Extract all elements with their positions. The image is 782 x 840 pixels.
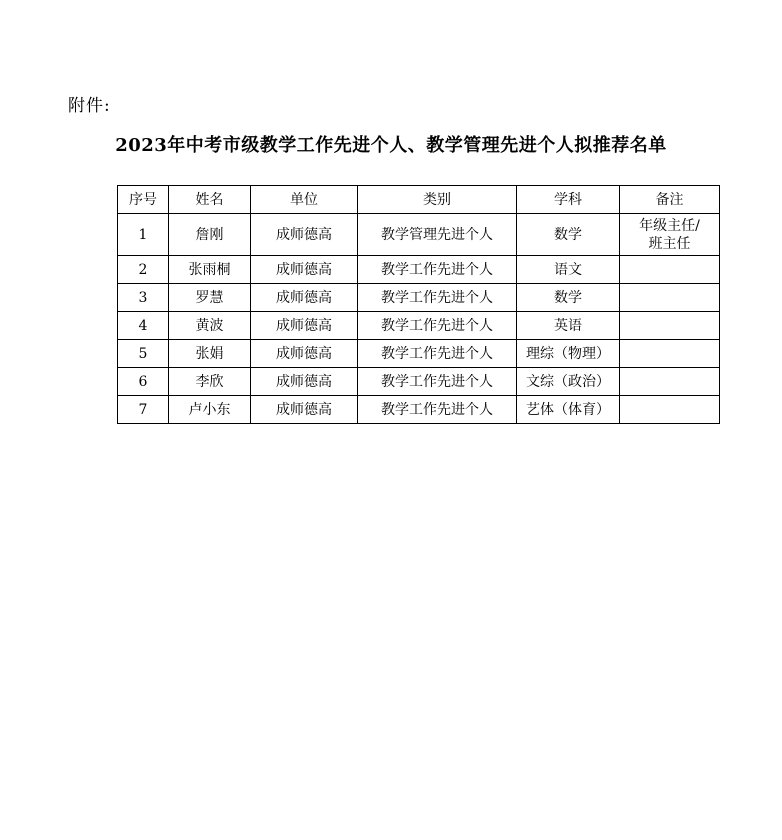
table-row — [118, 256, 720, 284]
cell-category: 教学工作先进个人 — [358, 368, 517, 396]
cell-unit: 成师德高 — [251, 256, 358, 284]
cell-subject: 艺体（体育） — [517, 396, 620, 424]
cell-subject: 英语 — [517, 312, 620, 340]
table-row — [118, 368, 720, 396]
cell-note — [620, 312, 720, 340]
cell-note — [620, 340, 720, 368]
cell-no: 1 — [118, 214, 169, 256]
table-row — [118, 340, 720, 368]
cell-subject: 语文 — [517, 256, 620, 284]
cell-name: 詹刚 — [169, 214, 251, 256]
cell-category: 教学工作先进个人 — [358, 284, 517, 312]
header-category: 类别 — [358, 186, 517, 214]
cell-name: 罗慧 — [169, 284, 251, 312]
note-line-2: 班主任 — [648, 235, 691, 252]
cell-subject: 理综（物理） — [517, 340, 620, 368]
cell-category: 教学工作先进个人 — [358, 312, 517, 340]
cell-name: 黄波 — [169, 312, 251, 340]
header-note: 备注 — [620, 186, 720, 214]
header-subject: 学科 — [517, 186, 620, 214]
cell-no: 2 — [118, 256, 169, 284]
table-row — [118, 312, 720, 340]
cell-unit: 成师德高 — [251, 284, 358, 312]
cell-no: 7 — [118, 396, 169, 424]
cell-no: 3 — [118, 284, 169, 312]
attachment-label: 附件: — [68, 96, 111, 116]
cell-no: 5 — [118, 340, 169, 368]
cell-category: 教学工作先进个人 — [358, 396, 517, 424]
cell-name: 张娟 — [169, 340, 251, 368]
header-name: 姓名 — [169, 186, 251, 214]
cell-name: 张雨桐 — [169, 256, 251, 284]
table-row — [118, 214, 720, 256]
cell-note — [620, 214, 720, 256]
cell-category: 教学工作先进个人 — [358, 340, 517, 368]
table-row — [118, 284, 720, 312]
cell-no: 6 — [118, 368, 169, 396]
cell-subject: 数学 — [517, 284, 620, 312]
cell-subject: 文综（政治） — [517, 368, 620, 396]
table-row — [118, 396, 720, 424]
cell-unit: 成师德高 — [251, 368, 358, 396]
cell-name: 李欣 — [169, 368, 251, 396]
document-title: 2023年中考市级教学工作先进个人、教学管理先进个人拟推荐名单 — [115, 135, 667, 156]
cell-unit: 成师德高 — [251, 396, 358, 424]
nominee-table — [117, 185, 720, 424]
cell-category: 教学工作先进个人 — [358, 256, 517, 284]
cell-note — [620, 396, 720, 424]
cell-name: 卢小东 — [169, 396, 251, 424]
header-no: 序号 — [118, 186, 169, 214]
cell-subject: 数学 — [517, 214, 620, 256]
cell-note — [620, 368, 720, 396]
note-line-1: 年级主任/ — [639, 217, 700, 234]
cell-unit: 成师德高 — [251, 214, 358, 256]
cell-note — [620, 284, 720, 312]
cell-category: 教学管理先进个人 — [358, 214, 517, 256]
table-header-row — [118, 186, 720, 214]
header-unit: 单位 — [251, 186, 358, 214]
cell-no: 4 — [118, 312, 169, 340]
cell-note — [620, 256, 720, 284]
cell-unit: 成师德高 — [251, 340, 358, 368]
cell-unit: 成师德高 — [251, 312, 358, 340]
